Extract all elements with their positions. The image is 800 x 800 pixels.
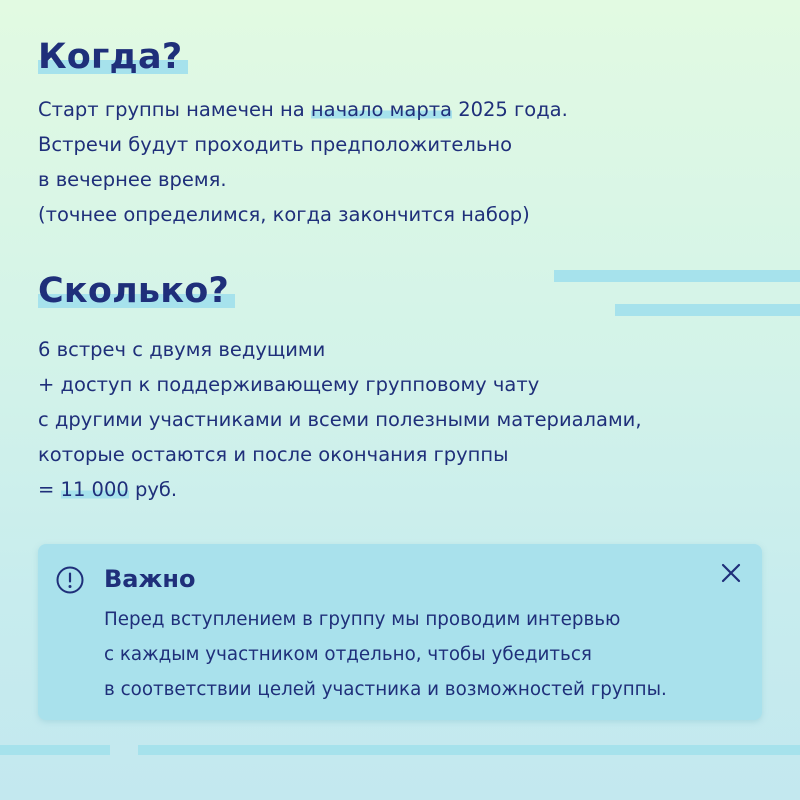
close-icon[interactable] [716,558,746,588]
how-much-paragraph [38,332,642,507]
alert-circle-icon [56,566,84,594]
when-line-1-start: Старт группы намечен на [38,98,311,121]
when-line-1 [38,92,568,127]
how-much-line-5 [38,472,642,507]
important-line-2: с каждым участником отдельно, чтобы убедиться [104,644,592,665]
price-equals: = [38,478,61,501]
how-much-line-4: которые остаются и после окончания группы [38,443,509,466]
decorative-stripe [615,304,800,316]
when-line-3: в вечернее время. [38,168,227,191]
price-highlight: 11 000 [60,478,129,501]
decorative-stripe [138,745,800,755]
important-callout [38,544,762,720]
when-line-1-end: 2025 года. [452,98,568,121]
important-line-1: Перед вступлением в группу мы проводим интервью [104,609,621,630]
start-date-highlight: начало марта [310,98,452,121]
decorative-stripe [0,745,110,755]
when-line-2: Встречи будут проходить предположительно [38,133,513,156]
price-currency: руб. [128,478,178,501]
when-line-4: (точнее определимся, когда закончится набор) [38,203,530,226]
when-heading-text: Когда? [38,37,188,77]
decorative-stripe [554,270,800,282]
important-title: Важно [104,565,196,593]
how-much-line-1: 6 встреч с двумя ведущими [38,338,326,361]
how-much-heading [38,268,235,314]
when-paragraph [38,92,568,232]
when-heading [38,34,188,80]
important-line-3: в соответствии целей участника и возможностей группы. [104,679,667,700]
how-much-heading-text: Сколько? [38,271,235,311]
how-much-line-2: + доступ к поддерживающему групповому чату [38,373,540,396]
how-much-line-3: с другими участниками и всеми полезными материалами, [38,408,642,431]
important-body [104,602,667,707]
